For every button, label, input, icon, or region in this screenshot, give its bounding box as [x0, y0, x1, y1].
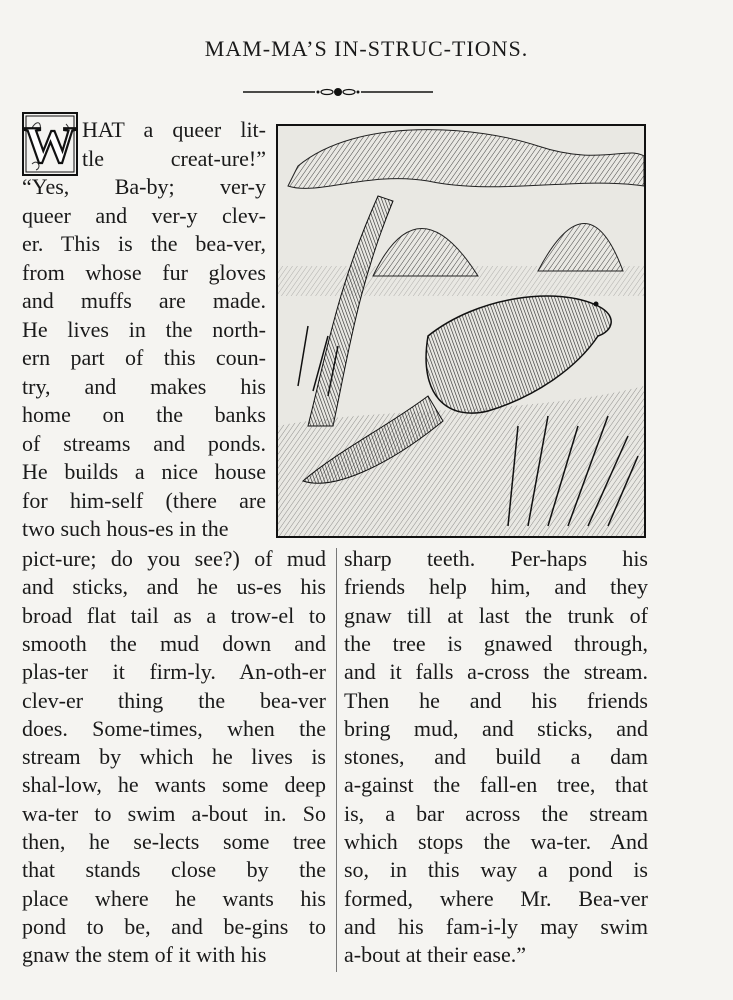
text-line: formed, where Mr. Bea-ver — [344, 885, 648, 911]
text-line: so, in this way a pond is — [344, 857, 648, 883]
text-line: He builds a nice house — [22, 459, 266, 484]
text-line: Then he and his friends — [344, 687, 648, 713]
text-line: and his fam-i-ly may swim — [344, 913, 648, 939]
text-line: er. This is the bea-ver, — [22, 231, 266, 256]
text-line: wa-ter to swim a-bout in. So — [22, 800, 326, 826]
text-line: the tree is gnawed through, — [344, 630, 648, 656]
beaver-engraving-icon — [278, 126, 644, 536]
text-line: which stops the wa-ter. And — [344, 829, 648, 854]
text-line: “Yes, Ba-by; ver-y — [22, 174, 266, 199]
text-line: that stands close by the — [22, 857, 326, 883]
text-line: and sticks, and he us-es his — [22, 574, 326, 600]
text-line: is, a bar across the stream — [344, 800, 648, 826]
ornament-divider — [243, 85, 433, 99]
column-divider — [336, 548, 337, 972]
text-line: ern part of this coun- — [22, 345, 266, 370]
text-line: broad flat tail as a trow-el to — [22, 602, 326, 628]
text-line: try, and makes his — [22, 373, 266, 399]
page-title: MAM-MA’S IN-STRUC-TIONS. — [204, 36, 529, 61]
text-line: stream by which he lives is — [22, 744, 326, 770]
text-line: for him-self (there are — [22, 487, 266, 513]
text-line: a-gainst the fall-en tree, that — [344, 772, 648, 798]
svg-text:W: W — [24, 117, 76, 174]
text-line: shal-low, he wants some deep — [22, 772, 326, 798]
text-line: stones, and build a dam — [344, 744, 648, 770]
text-line: queer and ver-y clev- — [22, 202, 266, 228]
text-line: then, he se-lects some tree — [22, 829, 326, 854]
text-line: friends help him, and they — [344, 574, 648, 600]
text-line: place where he wants his — [22, 885, 326, 911]
beaver-illustration — [276, 124, 646, 538]
text-line: from whose fur gloves — [22, 259, 266, 285]
text-line: tle creat-ure!” — [82, 145, 266, 171]
text-line: plas-ter it firm-ly. An-oth-er — [22, 659, 326, 685]
text-line: a-bout at their ease.” — [344, 942, 527, 968]
text-line: gnaw the stem of it with his — [22, 942, 267, 968]
drop-cap-w — [22, 112, 78, 176]
text-line: and muffs are made. — [22, 288, 266, 313]
text-line: He lives in the north- — [22, 316, 266, 342]
text-line: pict-ure; do you see?) of mud — [22, 546, 326, 571]
text-line: bring mud, and sticks, and — [344, 715, 648, 741]
text-line: clev-er thing the bea-ver — [22, 687, 326, 713]
text-line: pond to be, and be-gins to — [22, 913, 326, 939]
text-line: does. Some-times, when the — [22, 715, 326, 741]
text-line: home on the banks — [22, 402, 266, 427]
text-line: of streams and ponds. — [22, 430, 266, 456]
text-line: HAT a queer lit- — [82, 117, 266, 142]
text-line: smooth the mud down and — [22, 630, 326, 656]
text-line: sharp teeth. Per-haps his — [344, 546, 648, 571]
text-line: and it falls a-cross the stream. — [344, 659, 648, 685]
text-line: gnaw till at last the trunk of — [344, 602, 648, 628]
text-line: two such hous-es in the — [22, 516, 229, 541]
